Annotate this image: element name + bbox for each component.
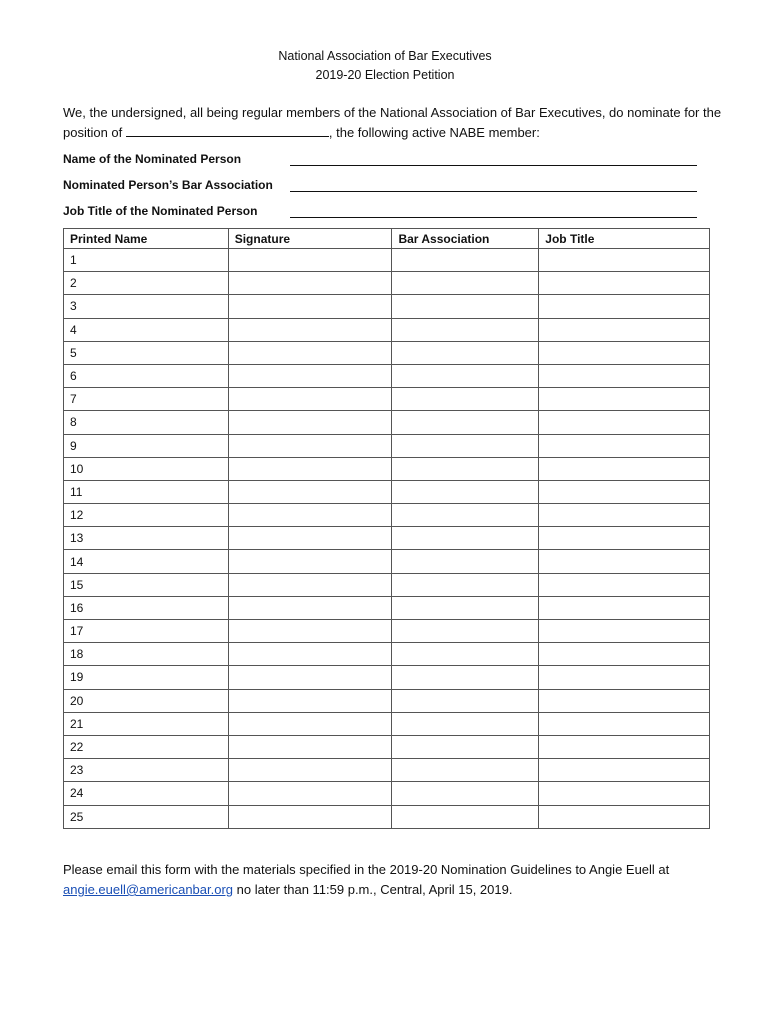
email-link[interactable]: angie.euell@americanbar.org	[63, 882, 234, 897]
table-row	[64, 666, 710, 689]
bar-association-cell[interactable]	[392, 434, 539, 457]
bar-association-cell[interactable]	[392, 643, 539, 666]
bar-association-cell[interactable]	[392, 596, 539, 619]
col-signature: Signature	[228, 229, 392, 249]
job-title-cell[interactable]	[539, 434, 710, 457]
signature-cell[interactable]	[228, 573, 392, 596]
table-row	[64, 782, 710, 805]
printed-name-cell[interactable]: 12	[64, 504, 229, 527]
job-title-cell[interactable]	[539, 643, 710, 666]
nominee-bar-blank[interactable]	[290, 191, 697, 192]
signature-cell[interactable]	[228, 643, 392, 666]
job-title-cell[interactable]	[539, 341, 710, 364]
signature-cell[interactable]	[228, 480, 392, 503]
printed-name-cell[interactable]: 20	[64, 689, 229, 712]
col-printed-name: Printed Name	[64, 229, 229, 249]
footer-instructions	[63, 860, 723, 900]
bar-association-cell[interactable]	[392, 504, 539, 527]
job-title-cell[interactable]	[539, 388, 710, 411]
table-row	[64, 249, 710, 272]
table-row	[64, 318, 710, 341]
job-title-cell[interactable]	[539, 550, 710, 573]
signature-cell[interactable]	[228, 341, 392, 364]
bar-association-cell[interactable]	[392, 411, 539, 434]
bar-association-cell[interactable]	[392, 550, 539, 573]
job-title-cell[interactable]	[539, 666, 710, 689]
printed-name-cell[interactable]: 5	[64, 341, 229, 364]
table-row	[64, 272, 710, 295]
bar-association-cell[interactable]	[392, 735, 539, 758]
signature-cell[interactable]	[228, 434, 392, 457]
bar-association-cell[interactable]	[392, 295, 539, 318]
job-title-cell[interactable]	[539, 689, 710, 712]
signature-cell[interactable]	[228, 782, 392, 805]
table-row	[64, 759, 710, 782]
table-header-row	[64, 229, 710, 249]
job-title-cell[interactable]	[539, 318, 710, 341]
signature-cell[interactable]	[228, 411, 392, 434]
printed-name-cell[interactable]: 7	[64, 388, 229, 411]
printed-name-cell[interactable]: 8	[64, 411, 229, 434]
table-row	[64, 504, 710, 527]
printed-name-cell[interactable]: 3	[64, 295, 229, 318]
table-row	[64, 411, 710, 434]
job-title-cell[interactable]	[539, 782, 710, 805]
bar-association-cell[interactable]	[392, 272, 539, 295]
signature-cell[interactable]	[228, 504, 392, 527]
printed-name-cell[interactable]: 25	[64, 805, 229, 828]
printed-name-cell[interactable]: 21	[64, 712, 229, 735]
printed-name-cell[interactable]: 1	[64, 249, 229, 272]
printed-name-cell[interactable]: 2	[64, 272, 229, 295]
printed-name-cell[interactable]: 13	[64, 527, 229, 550]
printed-name-cell[interactable]: 24	[64, 782, 229, 805]
footer-text-start: Please email this form with the materials specified in the 2019-20 Nomination Guidelines to Angie Euell at	[63, 862, 670, 877]
printed-name-cell[interactable]: 18	[64, 643, 229, 666]
table-row	[64, 527, 710, 550]
printed-name-cell[interactable]: 9	[64, 434, 229, 457]
printed-name-cell[interactable]: 16	[64, 596, 229, 619]
signature-cell[interactable]	[228, 295, 392, 318]
job-title-cell[interactable]	[539, 620, 710, 643]
printed-name-cell[interactable]: 23	[64, 759, 229, 782]
job-title-cell[interactable]	[539, 411, 710, 434]
signature-cell[interactable]	[228, 249, 392, 272]
nominee-job-blank[interactable]	[290, 217, 697, 218]
bar-association-cell[interactable]	[392, 666, 539, 689]
bar-association-cell[interactable]	[392, 388, 539, 411]
signature-cell[interactable]	[228, 620, 392, 643]
footer-text-end: no later than 11:59 p.m., Central, April 15, 2019.	[233, 882, 513, 897]
signature-cell[interactable]	[228, 759, 392, 782]
bar-association-cell[interactable]	[392, 759, 539, 782]
job-title-cell[interactable]	[539, 364, 710, 387]
intro-text-start: We, the undersigned, all being regular members of the National Association of Bar Executives, do nominate for the position of	[63, 105, 722, 140]
signature-cell[interactable]	[228, 735, 392, 758]
nominee-name-blank[interactable]	[290, 165, 697, 166]
signature-cell[interactable]	[228, 550, 392, 573]
table-row	[64, 341, 710, 364]
nominee-name-label: Name of the Nominated Person	[63, 152, 242, 166]
signature-cell[interactable]	[228, 272, 392, 295]
printed-name-cell[interactable]: 14	[64, 550, 229, 573]
signature-cell[interactable]	[228, 457, 392, 480]
intro-text-end: , the following active NABE member:	[328, 125, 540, 140]
job-title-cell[interactable]	[539, 457, 710, 480]
printed-name-cell[interactable]: 22	[64, 735, 229, 758]
bar-association-cell[interactable]	[392, 689, 539, 712]
printed-name-cell[interactable]: 19	[64, 666, 229, 689]
table-row	[64, 364, 710, 387]
bar-association-cell[interactable]	[392, 364, 539, 387]
table-row	[64, 457, 710, 480]
position-blank[interactable]	[126, 124, 329, 137]
bar-association-cell[interactable]	[392, 249, 539, 272]
signature-cell[interactable]	[228, 527, 392, 550]
bar-association-cell[interactable]	[392, 318, 539, 341]
signature-cell[interactable]	[228, 318, 392, 341]
job-title-cell[interactable]	[539, 735, 710, 758]
signature-cell[interactable]	[228, 805, 392, 828]
job-title-cell[interactable]	[539, 249, 710, 272]
signature-cell[interactable]	[228, 388, 392, 411]
bar-association-cell[interactable]	[392, 782, 539, 805]
nominee-bar-label: Nominated Person’s Bar Association	[63, 178, 273, 192]
printed-name-cell[interactable]: 17	[64, 620, 229, 643]
table-row	[64, 434, 710, 457]
job-title-cell[interactable]	[539, 480, 710, 503]
job-title-cell[interactable]	[539, 527, 710, 550]
signature-cell[interactable]	[228, 689, 392, 712]
printed-name-cell[interactable]: 6	[64, 364, 229, 387]
signature-cell[interactable]	[228, 596, 392, 619]
signature-cell[interactable]	[228, 712, 392, 735]
table-row	[64, 712, 710, 735]
signature-cell[interactable]	[228, 666, 392, 689]
job-title-cell[interactable]	[539, 596, 710, 619]
bar-association-cell[interactable]	[392, 573, 539, 596]
signature-table	[63, 228, 710, 829]
job-title-cell[interactable]	[539, 504, 710, 527]
printed-name-cell[interactable]: 10	[64, 457, 229, 480]
bar-association-cell[interactable]	[392, 527, 539, 550]
bar-association-cell[interactable]	[392, 341, 539, 364]
table-row	[64, 388, 710, 411]
table-row	[64, 295, 710, 318]
signature-cell[interactable]	[228, 364, 392, 387]
bar-association-cell[interactable]	[392, 805, 539, 828]
job-title-cell[interactable]	[539, 712, 710, 735]
bar-association-cell[interactable]	[392, 457, 539, 480]
table-row	[64, 620, 710, 643]
table-row	[64, 573, 710, 596]
table-row	[64, 550, 710, 573]
bar-association-cell[interactable]	[392, 620, 539, 643]
job-title-cell[interactable]	[539, 272, 710, 295]
col-bar-association: Bar Association	[392, 229, 539, 249]
bar-association-cell[interactable]	[392, 712, 539, 735]
intro-paragraph	[63, 103, 723, 143]
org-title: National Association of Bar Executives	[278, 49, 492, 63]
printed-name-cell[interactable]: 15	[64, 573, 229, 596]
printed-name-cell[interactable]: 11	[64, 480, 229, 503]
job-title-cell[interactable]	[539, 295, 710, 318]
table-row	[64, 805, 710, 828]
printed-name-cell[interactable]: 4	[64, 318, 229, 341]
job-title-cell[interactable]	[539, 573, 710, 596]
table-row	[64, 480, 710, 503]
nominee-job-label: Job Title of the Nominated Person	[63, 204, 258, 218]
table-row	[64, 643, 710, 666]
col-job-title: Job Title	[539, 229, 710, 249]
table-row	[64, 735, 710, 758]
job-title-cell[interactable]	[539, 759, 710, 782]
job-title-cell[interactable]	[539, 805, 710, 828]
bar-association-cell[interactable]	[392, 480, 539, 503]
table-row	[64, 689, 710, 712]
table-row	[64, 596, 710, 619]
petition-title: 2019-20 Election Petition	[315, 68, 455, 82]
